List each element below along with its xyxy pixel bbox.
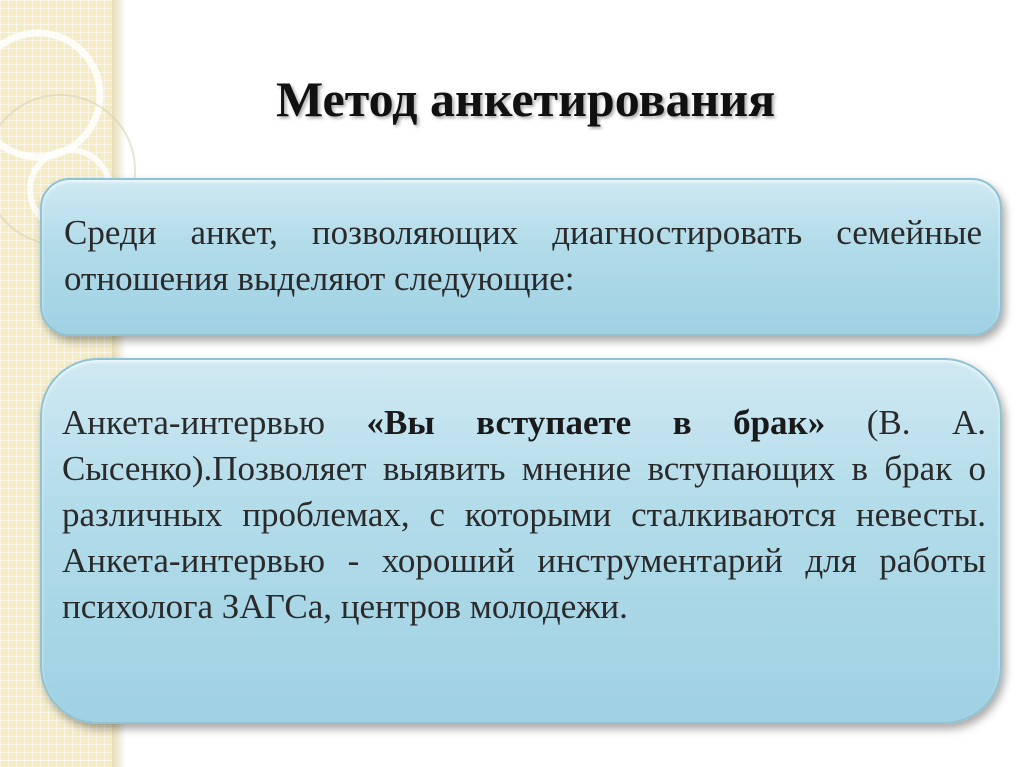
questionnaire-description	[62, 400, 986, 630]
questionnaire-text: (В. А. Сысенко).Позволяет выявить мнение вступающих в брак о различных проблемах, с которыми сталкиваются невесты. Анкета-интервью - хороший инструментарий для работы психолога ЗАГСа, центров молодежи.	[62, 403, 986, 626]
intro-box	[40, 178, 1002, 336]
questionnaire-prefix: Анкета-интервью	[62, 403, 367, 442]
intro-text: Среди анкет, позволяющих диагностировать семейные отношения выделяют следующие:	[64, 213, 982, 298]
questionnaire-box	[40, 358, 1002, 724]
questionnaire-name: «Вы вступаете в брак»	[366, 403, 826, 442]
slide-title: Метод анкетирования	[276, 71, 776, 127]
